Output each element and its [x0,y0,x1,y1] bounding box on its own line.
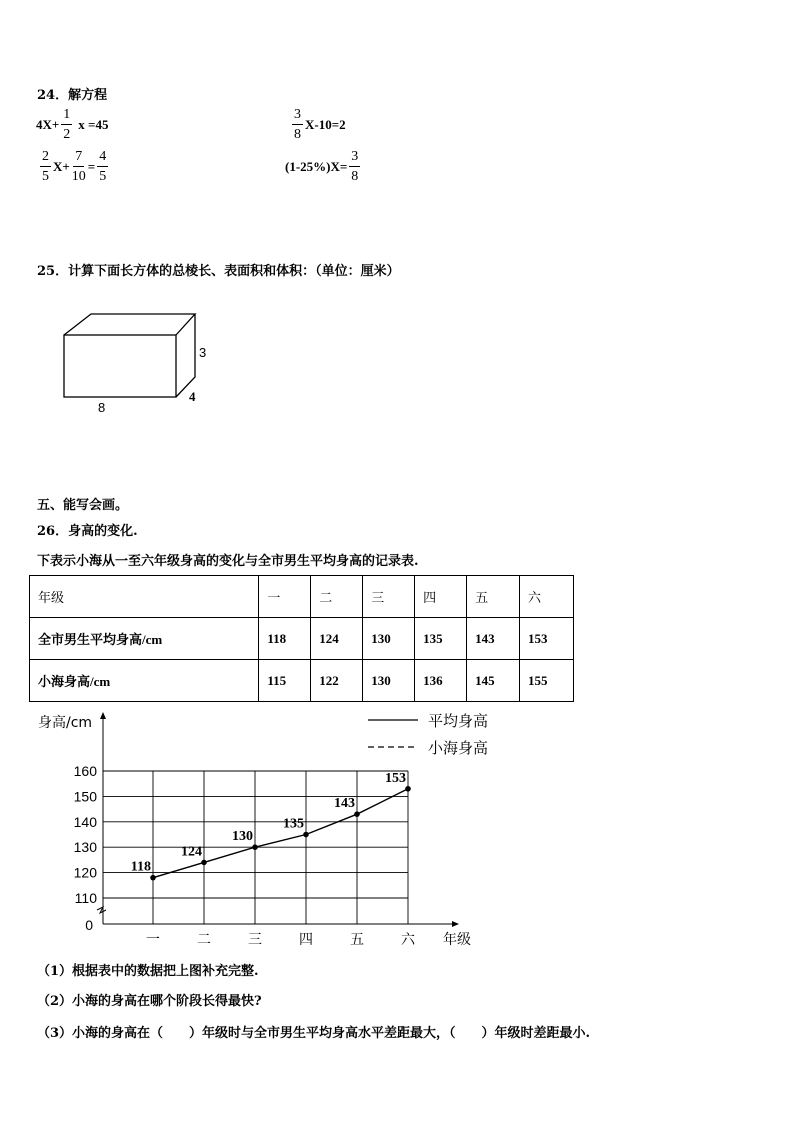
q25-title: 25．计算下面长方体的总棱长、表面积和体积：（单位：厘米） [37,264,400,279]
eq1-numerator: 1 [61,108,72,125]
data-label: 130 [232,829,253,845]
eq1-fraction [61,108,72,142]
table-cell: 全市男生平均身高/cm [30,618,259,660]
table-cell: 118 [259,618,311,660]
y-origin-label: 0 [85,917,93,933]
eq2-fraction [292,108,303,142]
cuboid-length-label: 8 [98,400,106,415]
table-cell: 二 [311,576,363,618]
cuboid-height-label: 3 [199,345,207,360]
q26-question-1: （1）根据表中的数据把上图补充完整. [37,964,259,979]
table-cell: 155 [520,660,574,702]
y-tick-label: 120 [73,864,97,881]
data-label: 135 [283,816,304,832]
data-point [354,811,360,817]
cuboid-front-face [64,335,176,397]
cuboid-side-face [176,314,195,397]
eq3-fraction-2 [72,150,86,184]
y-axis-arrow [100,712,106,719]
table-row [30,618,574,660]
eq3-denominator-2: 10 [71,169,86,184]
eq3-numerator-3: 4 [97,150,108,167]
table-cell: 四 [415,576,467,618]
eq2-right: X-10=2 [305,117,346,132]
table-cell: 一 [259,576,311,618]
x-tick-label: 四 [299,932,313,948]
legend-label: 平均身高 [428,712,489,730]
x-axis-arrow [452,921,459,927]
table-cell: 115 [259,660,311,702]
eq1-left: 4X+ [36,117,60,132]
table-cell: 135 [415,618,467,660]
table-cell: 122 [311,660,363,702]
equation-2 [290,108,346,142]
q26-title: 26．身高的变化. [37,524,138,539]
eq4-denominator: 8 [351,169,359,184]
table-cell: 143 [467,618,520,660]
data-point [252,844,258,850]
eq3-numerator-1: 2 [40,150,51,167]
data-label: 143 [334,796,355,812]
table-cell: 130 [363,660,415,702]
eq2-denominator: 8 [294,127,301,142]
eq2-numerator: 3 [292,108,303,125]
data-point [303,832,309,838]
cuboid-top-face [64,314,195,335]
table-cell: 三 [363,576,415,618]
data-label: 118 [130,859,151,875]
equation-1 [36,108,108,142]
x-tick-label: 五 [350,932,364,948]
eq3-fraction-3 [97,150,108,184]
eq4-fraction [349,150,360,184]
y-tick-label: 110 [74,890,97,906]
equation-4 [285,150,362,184]
eq3-mid: X+ [53,159,70,174]
data-label: 124 [181,844,202,860]
eq3-numerator-2: 7 [73,150,84,167]
eq3-equals: = [87,159,96,174]
x-axis-label: 年级 [443,932,471,948]
height-record-table [29,575,574,702]
y-tick-label: 160 [73,763,97,779]
equation-3 [38,150,110,184]
data-point [150,875,156,881]
axis-break-mark [97,907,106,913]
x-tick-label: 二 [197,932,211,948]
table-cell: 124 [311,618,363,660]
table-cell: 小海身高/cm [30,660,259,702]
x-tick-label: 六 [401,932,415,948]
eq1-denominator: 2 [63,127,71,142]
table-cell: 五 [467,576,520,618]
y-axis-label: 身高/cm [38,715,93,731]
q26-question-2: （2）小海的身高在哪个阶段长得最快? [37,994,262,1009]
data-point [405,786,411,792]
x-tick-label: 一 [146,932,160,948]
eq3-fraction-1 [40,150,51,184]
table-cell: 130 [363,618,415,660]
table-cell: 年级 [30,576,259,618]
legend-label: 小海身高 [428,739,489,757]
q26-question-3: （3）小海的身高在（ ）年级时与全市男生平均身高水平差距最大，（ ）年级时差距最小. [37,1026,591,1041]
eq4-numerator: 3 [349,150,360,167]
data-label: 153 [385,770,406,786]
eq1-right: x =45 [78,117,109,132]
q26-intro: 下表示小海从一至六年级身高的变化与全市男生平均身高的记录表. [37,554,419,569]
cuboid-width-label: 4 [189,389,196,404]
table-row [30,660,574,702]
table-cell: 136 [415,660,467,702]
eq3-denominator-3: 5 [99,169,107,184]
table-header-row [30,576,574,618]
x-tick-label: 三 [248,932,262,948]
q24-title: 24．解方程 [37,88,108,103]
data-point [201,860,207,866]
table-cell: 六 [520,576,574,618]
y-tick-label: 150 [73,788,97,805]
table-cell: 145 [467,660,520,702]
eq4-left: (1-25%)X= [285,159,348,174]
table-cell: 153 [520,618,574,660]
series-line [153,789,408,878]
height-line-chart [0,705,520,955]
y-tick-label: 130 [73,839,97,856]
section-5-title: 五、能写会画。 [37,498,129,513]
y-tick-label: 140 [73,813,97,830]
cuboid-figure [55,305,225,420]
eq3-denominator-1: 5 [42,169,49,184]
